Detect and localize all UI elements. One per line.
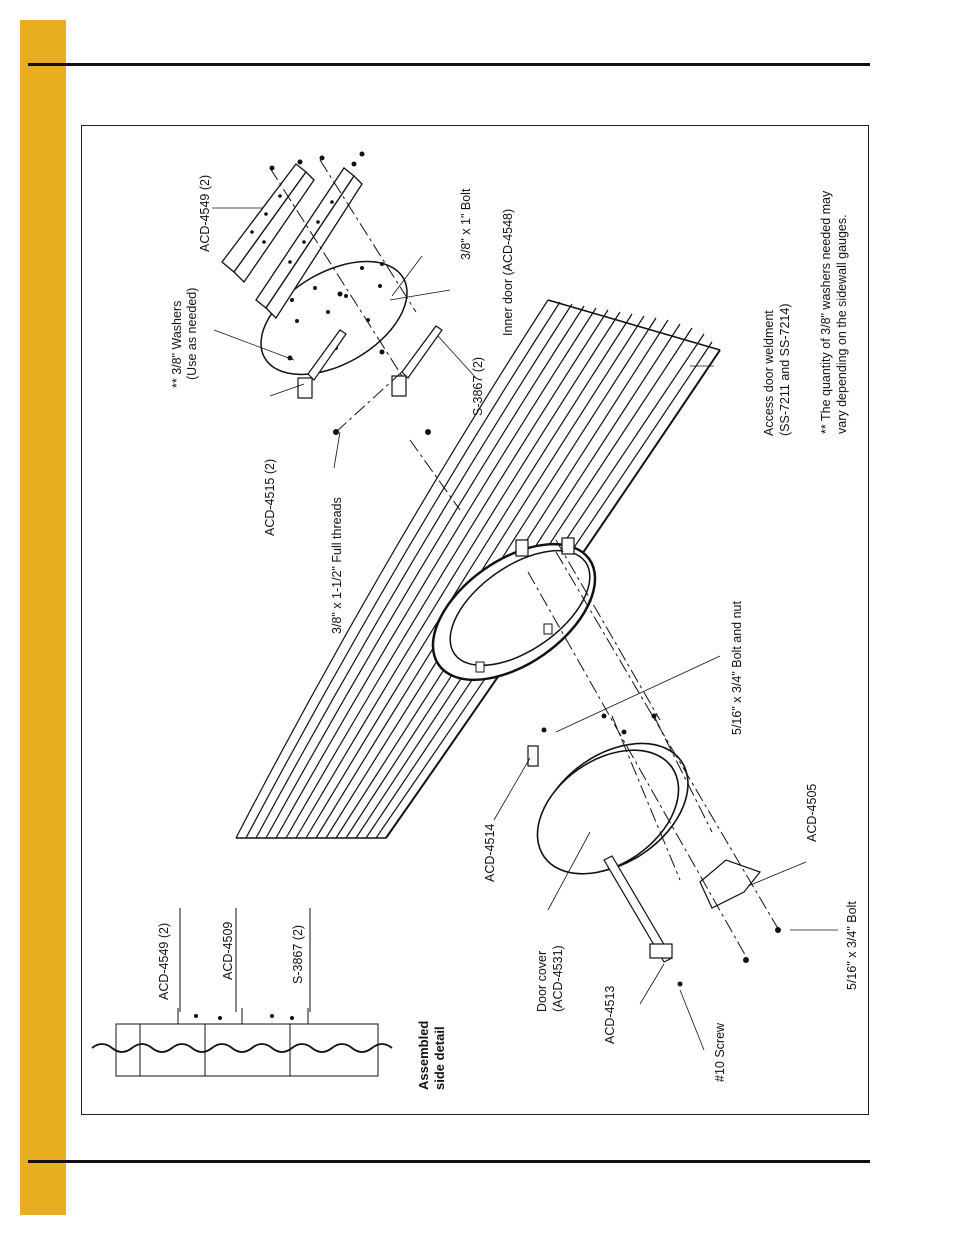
label-access-door-line1: Access door weldment bbox=[762, 310, 776, 436]
label-10-screw: #10 Screw bbox=[713, 1022, 727, 1082]
label-3-8-x-1-bolt: 3/8" x 1" Bolt bbox=[459, 188, 473, 260]
label-s3867-top: S-3867 (2) bbox=[471, 356, 485, 416]
assembled-side-detail bbox=[92, 908, 392, 1076]
label-washers-line2: (Use as needed) bbox=[185, 287, 199, 380]
label-door-cover-line2: (ACD-4531) bbox=[551, 945, 565, 1012]
label-acd4515: ACD-4515 (2) bbox=[263, 458, 277, 536]
label-detail-acd4509: ACD-4509 bbox=[221, 921, 235, 980]
label-acd4513: ACD-4513 bbox=[603, 985, 617, 1044]
acd4513-latch bbox=[604, 856, 672, 962]
label-detail-title-line2: side detail bbox=[432, 1026, 447, 1090]
label-5-16-bolt: 5/16" x 3/4" Bolt bbox=[845, 901, 859, 990]
label-acd4505: ACD-4505 bbox=[805, 783, 819, 842]
label-washer-note-line1: ** The quantity of 3/8" washers needed may bbox=[819, 190, 833, 434]
label-detail-s3867: S-3867 (2) bbox=[291, 924, 305, 984]
acd4505-handle bbox=[700, 860, 760, 908]
label-door-cover-line1: Door cover bbox=[535, 950, 549, 1012]
label-detail-acd4549: ACD-4549 (2) bbox=[157, 922, 171, 1000]
label-inner-door: Inner door (ACD-4548) bbox=[501, 208, 515, 336]
label-acd4514: ACD-4514 bbox=[483, 823, 497, 882]
label-detail-title-line1: Assembled bbox=[416, 1020, 431, 1090]
label-full-threads-bolt: 3/8" x 1-1/2" Full threads bbox=[330, 497, 344, 634]
label-washers-line1: ** 3/8" Washers bbox=[170, 300, 184, 388]
label-bolt-and-nut: 5/16" x 3/4" Bolt and nut bbox=[730, 601, 744, 735]
label-washer-note-line2: vary depending on the sidewall gauges. bbox=[835, 214, 849, 434]
top-bolts bbox=[270, 152, 365, 171]
acd4514-clip bbox=[528, 746, 538, 766]
inner-door bbox=[242, 238, 427, 398]
label-access-door-line2: (SS-7211 and SS-7214) bbox=[778, 303, 792, 436]
label-acd4549-top: ACD-4549 (2) bbox=[198, 174, 212, 252]
